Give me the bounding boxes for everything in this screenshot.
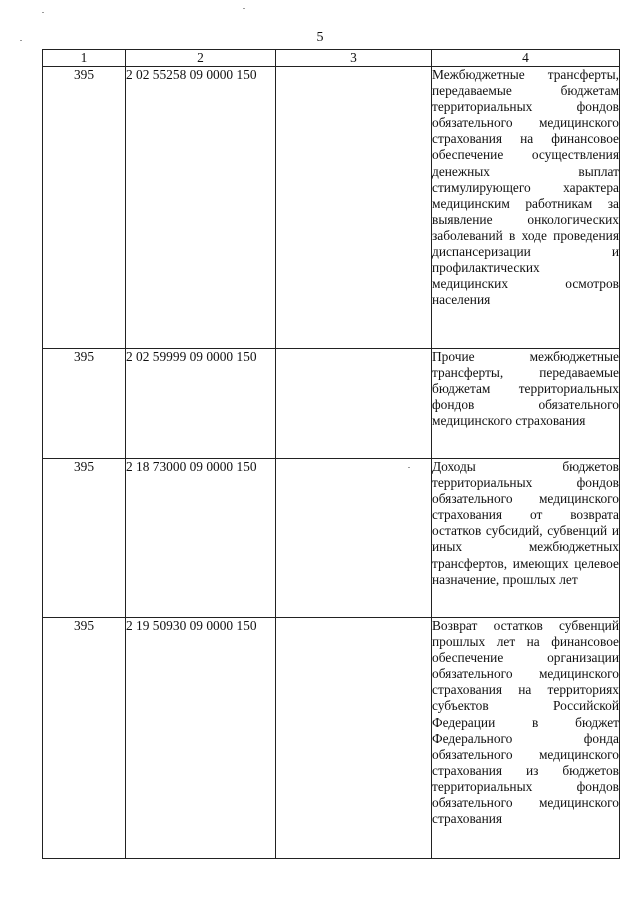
scan-speck: [42, 12, 44, 13]
header-col-4: 4: [432, 50, 620, 67]
header-col-3: 3: [276, 50, 432, 67]
budget-code-cell: 2 18 73000 09 0000 150: [126, 459, 276, 618]
table-row: [43, 459, 620, 618]
empty-cell: [276, 618, 432, 859]
empty-cell: [276, 459, 432, 618]
scan-speck: [20, 40, 22, 41]
description-cell: Межбюджетные трансферты, передаваемые бюджетам территориальных фондов обязательного медицинского страхования на финансовое обеспечение осуществления денежных выплат стимулирующего характера медицинским работникам за выявление онкологических заболеваний в ходе проведения диспансеризации и профилактических медицинских осмотров населения: [432, 67, 620, 349]
admin-code-cell: 395: [43, 459, 126, 618]
header-col-1: 1: [43, 50, 126, 67]
admin-code-cell: 395: [43, 618, 126, 859]
table-row: [43, 349, 620, 459]
scan-speck: [243, 8, 245, 9]
scan-speck: [408, 467, 410, 468]
admin-code-cell: 395: [43, 67, 126, 349]
header-col-2: 2: [126, 50, 276, 67]
revenue-codes-table: [42, 49, 620, 859]
page-number: 5: [316, 30, 324, 45]
description-cell: Прочие межбюджетные трансферты, передаваемые бюджетам территориальных фондов обязательного медицинского страхования: [432, 349, 620, 459]
budget-code-cell: 2 02 59999 09 0000 150: [126, 349, 276, 459]
empty-cell: [276, 67, 432, 349]
table-row: [43, 618, 620, 859]
empty-cell: [276, 349, 432, 459]
table-row: [43, 67, 620, 349]
admin-code-cell: 395: [43, 349, 126, 459]
header-row: [43, 50, 620, 67]
description-cell: Доходы бюджетов территориальных фондов обязательного медицинского страхования от возврата остатков субсидий, субвенций и иных межбюджетных трансфертов, имеющих целевое назначение, прошлых лет: [432, 459, 620, 618]
budget-code-cell: 2 02 55258 09 0000 150: [126, 67, 276, 349]
budget-code-cell: 2 19 50930 09 0000 150: [126, 618, 276, 859]
description-cell: Возврат остатков субвенций прошлых лет на финансовое обеспечение организации обязательного медицинского страхования на территориях субъектов Российской Федерации в бюджет Федерального фонда обязательного медицинского страхования из бюджетов территориальных фондов обязательного медицинского страхования: [432, 618, 620, 859]
